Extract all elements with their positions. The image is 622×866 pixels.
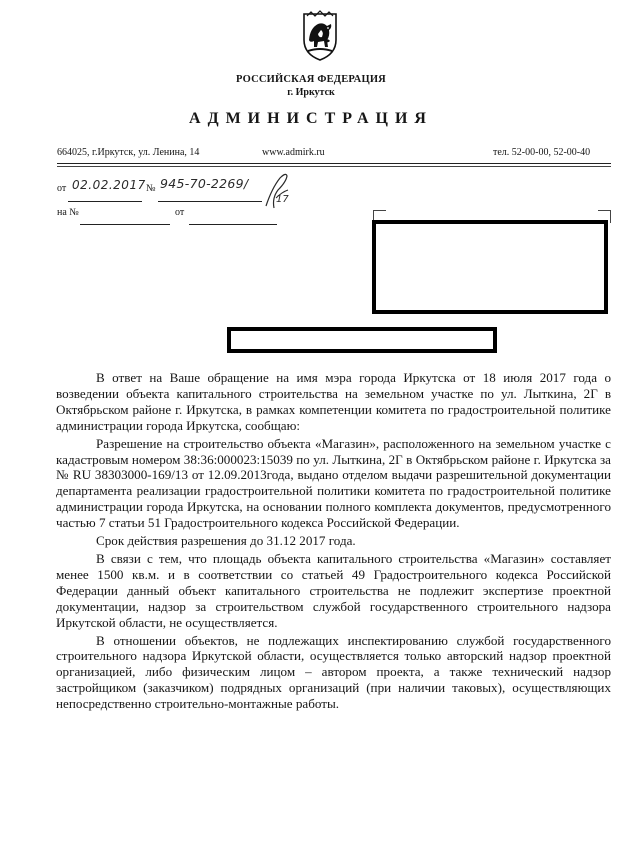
reference-number-line (80, 217, 170, 228)
redacted-recipient-block (372, 220, 608, 314)
irkutsk-coat-of-arms-icon (301, 10, 339, 62)
outgoing-from-label: от (57, 183, 67, 194)
body-paragraph-supervision: В отношении объектов, не подлежащих инспектированию службой государственного строительного надзора Иркутской области, осуществляется только авторский надзор проектной организацией, либо физическим лицом – автором проекта, а также технический надзор застройщиком (заказчиком) подрядных организаций (при наличии таковых), осуществляющих непосредственно строительно-монтажные работы. (56, 632, 611, 712)
phone-numbers: тел. 52-00-00, 52-00-40 (493, 147, 591, 158)
handwritten-number: 945-70-2269/ (160, 176, 249, 191)
body-paragraph-validity: Срок действия разрешения до 31.12 2017 года. (96, 533, 356, 549)
letter-body (56, 370, 611, 712)
handwritten-flourish-icon (262, 168, 292, 212)
body-paragraph-area: В связи с тем, что площадь объекта капитального строительства «Магазин» составляет менее 1500 кв.м. и в соответствии со статьей 49 Градостроительного кодекса Российской Федерации данный объект капитального строительства не подлежит экспертизе проектной документации, надзор за строительством службой государственного строительного надзора Иркутской области, не осуществляется. (56, 550, 611, 630)
header-divider (57, 163, 611, 164)
body-paragraph-permit: Разрешение на строительство объекта «Магазин», расположенного на земельном участке с кадастровым номером 38:36:000023:15039 по ул. Лыткина, 2Г в Октябрьском районе г. Иркутска за № RU 38303000-169/13 от 12.09.2013года, выдано отделом выдачи разрешительной документации департамента реализации градостроительной политики комитета по градостроительной политике администрации города Иркутска, на основании полного комплекта документов, предусмотренного частью 7 статьи 51 Градостроительного кодекса Российской Федерации. (56, 435, 611, 531)
outgoing-date-line (68, 194, 142, 205)
postal-address: 664025, г.Иркутск, ул. Ленина, 14 (57, 147, 200, 158)
handwritten-number-suffix: 17 (276, 194, 289, 205)
letterhead-title: АДМИНИСТРАЦИЯ (189, 110, 433, 127)
reference-date-line (189, 217, 277, 228)
reference-date-label: от (175, 207, 185, 218)
country-name: РОССИЙСКАЯ ФЕДЕРАЦИЯ (236, 74, 386, 85)
handwritten-date: 02.02.2017 (72, 178, 146, 192)
redacted-salutation (227, 327, 497, 353)
city-name: г. Иркутск (287, 87, 335, 98)
body-paragraph-reply: В ответ на Ваше обращение на имя мэра города Иркутска от 18 июля 2017 года о возведении объекта капитального строительства на земельном участке по ул. Лыткина, 2Г в Октябрьском районе г. Иркутска, в рамках компетенции комитета по градостроительной политике администрации города Иркутска, сообщаю: (56, 370, 611, 433)
website: www.admirk.ru (262, 147, 325, 158)
outgoing-number-line (158, 194, 262, 205)
reference-number-label: на № (57, 207, 79, 218)
outgoing-number-sign: № (146, 183, 156, 194)
header-divider-thin (57, 166, 611, 167)
